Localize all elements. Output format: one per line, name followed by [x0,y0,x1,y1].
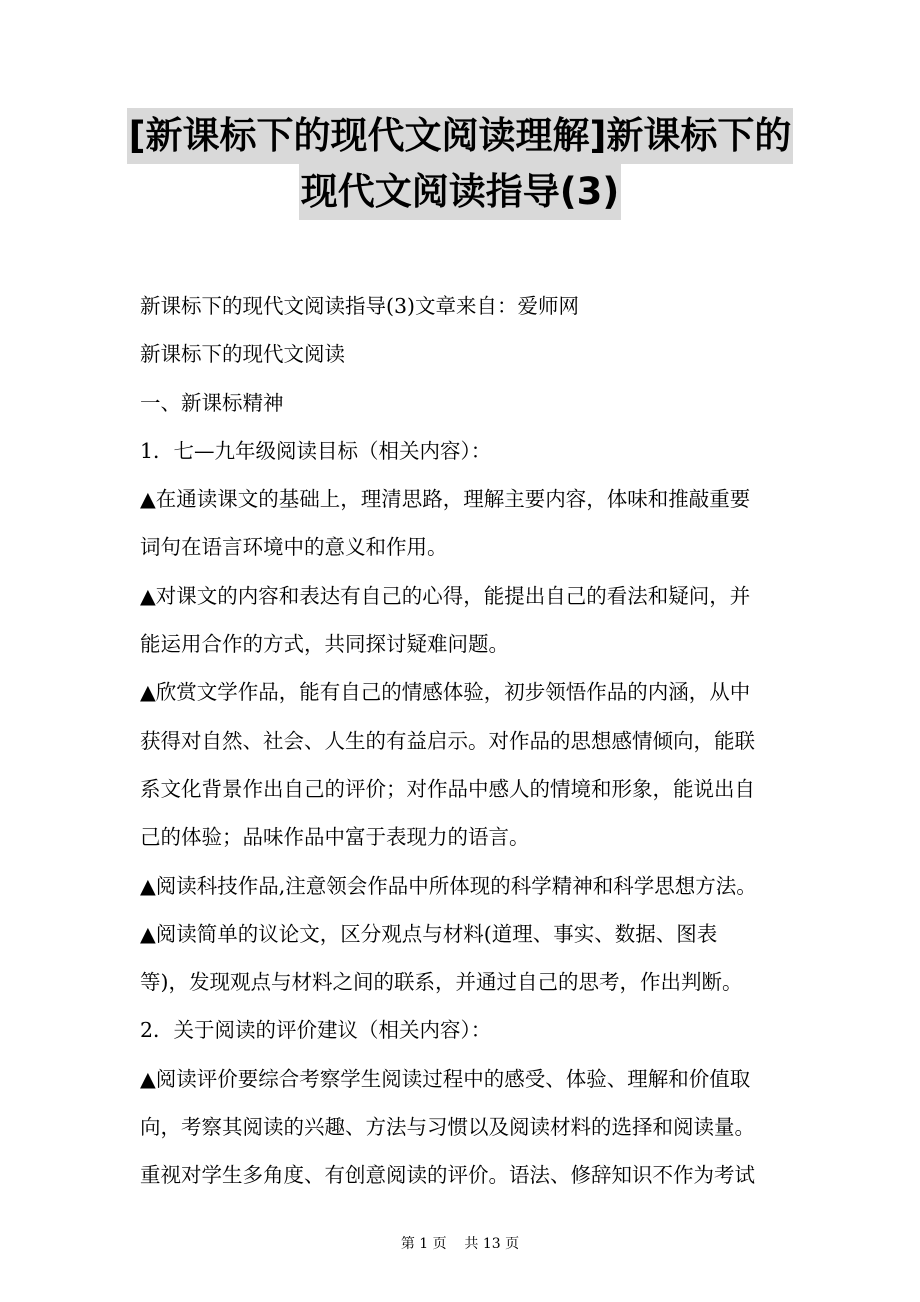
paragraph [140,1055,790,1200]
paragraph-line: 能运用合作的方式，共同探讨疑难问题。 [140,632,509,657]
paragraph-line: 向，考察其阅读的兴趣、方法与习惯以及阅读材料的选择和阅读量。 [140,1115,755,1140]
page-footer: 第 1 页 共 13 页 [400,1236,520,1252]
document-title [0,108,920,220]
paragraph-line: 2．关于阅读的评价建议（相关内容）： [140,1018,492,1043]
paragraph-line: 一、新课标精神 [140,390,284,415]
paragraph-line: 系文化背景作出自己的评价；对作品中感人的情境和形象，能说出自 [140,776,755,801]
paragraph-line: ▲阅读评价要综合考察学生阅读过程中的感受、体验、理解和价值取 [140,1066,751,1091]
paragraph [140,330,790,378]
document-body [140,282,790,1200]
paragraph-line: 己的体验；品味作品中富于表现力的语言。 [140,825,530,850]
paragraph-line: ▲阅读简单的议论文，区分观点与材料(道理、事实、数据、图表 [140,921,718,946]
title-line-1 [0,108,920,164]
paragraph-line: 等)，发现观点与材料之间的联系，并通过自己的思考，作出判断。 [140,970,743,995]
paragraph [140,910,790,1007]
paragraph-line: 新课标下的现代文阅读 [140,342,345,367]
title-line-1-text: [新课标下的现代文阅读理解]新课标下的 [127,108,794,164]
paragraph [140,379,790,427]
paragraph-line: 词句在语言环境中的意义和作用。 [140,535,448,560]
title-line-2-text: 现代文阅读指导(3) [299,164,622,220]
paragraph-line: 1．七—九年级阅读目标（相关内容）： [140,438,492,463]
paragraph [140,668,790,861]
paragraph-line: ▲欣赏文学作品，能有自己的情感体验，初步领悟作品的内涵，从中 [140,680,751,705]
paragraph-line: ▲对课文的内容和表达有自己的心得，能提出自己的看法和疑问，并 [140,583,751,608]
title-line-2 [0,164,920,220]
paragraph [140,572,790,669]
paragraph-line: 重视对学生多角度、有创意阅读的评价。语法、修辞知识不作为考试 [140,1163,755,1188]
paragraph-line: 新课标下的现代文阅读指导(3)文章来自：爱师网 [140,294,580,318]
paragraph [140,282,790,330]
paragraph [140,1006,790,1054]
paragraph-line: 获得对自然、社会、人生的有益启示。对作品的思想感情倾向，能联 [140,728,755,753]
paragraph-line: ▲在通读课文的基础上，理清思路，理解主要内容，体味和推敲重要 [140,487,751,512]
paragraph [140,862,790,910]
paragraph-line: ▲阅读科技作品,注意领会作品中所体现的科学精神和科学思想方法。 [140,873,757,898]
paragraph [140,427,790,475]
paragraph [140,475,790,572]
